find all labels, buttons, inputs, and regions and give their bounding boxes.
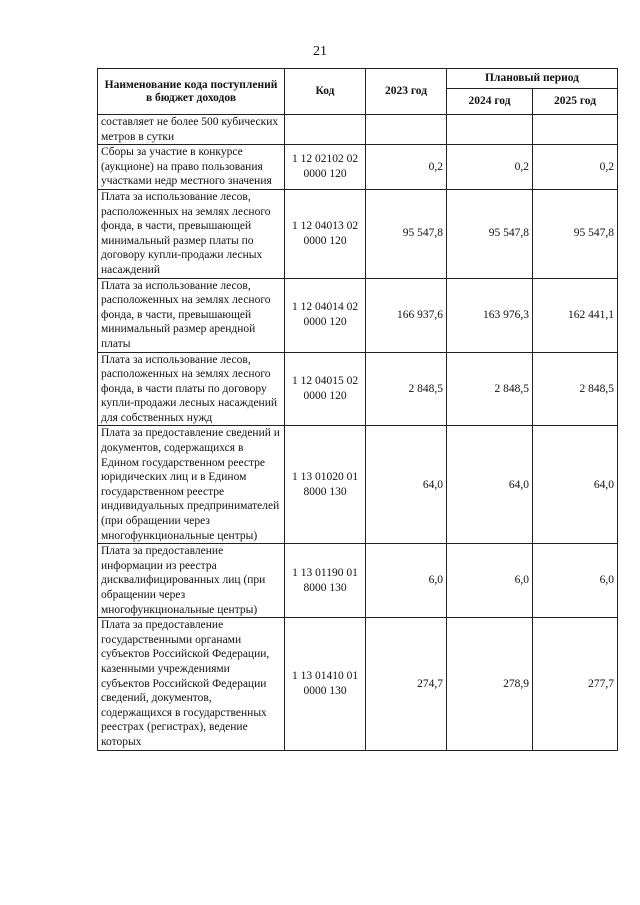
row-name: Плата за использование лесов, расположенных на землях лесного фонда, в части, превышающей минимальный размер платы по договору купли-продажи лесных насаждений <box>98 189 285 278</box>
row-2025: 2 848,5 <box>533 352 618 426</box>
row-2024: 163 976,3 <box>447 278 533 352</box>
row-2024: 64,0 <box>447 426 533 544</box>
row-2025 <box>533 115 618 145</box>
row-code: 1 13 01410 01 0000 130 <box>285 618 366 750</box>
header-2025: 2025 год <box>533 89 618 115</box>
table-row <box>98 618 618 750</box>
row-code: 1 12 02102 02 0000 120 <box>285 145 366 190</box>
row-code <box>285 115 366 145</box>
row-2025: 95 547,8 <box>533 189 618 278</box>
table-row <box>98 278 618 352</box>
row-2023: 95 547,8 <box>366 189 447 278</box>
row-2023: 166 937,6 <box>366 278 447 352</box>
row-code: 1 13 01190 01 8000 130 <box>285 544 366 618</box>
row-2025: 6,0 <box>533 544 618 618</box>
header-2023: 2023 год <box>366 69 447 115</box>
row-2025: 277,7 <box>533 618 618 750</box>
row-2023 <box>366 115 447 145</box>
row-name: Плата за использование лесов, расположенных на землях лесного фонда, в части платы по договору купли-продажи лесных насаждений для собственных нужд <box>98 352 285 426</box>
row-2025: 0,2 <box>533 145 618 190</box>
revenue-table <box>97 68 618 751</box>
row-2023: 0,2 <box>366 145 447 190</box>
row-name: Плата за предоставление сведений и документов, содержащихся в Едином государственном реестре юридических лиц и в Едином государственном реестре индивидуальных предпринимателей (при обращении через многофункциональные центры) <box>98 426 285 544</box>
page-number: 21 <box>313 44 327 59</box>
row-2024: 278,9 <box>447 618 533 750</box>
table-row <box>98 426 618 544</box>
row-2023: 6,0 <box>366 544 447 618</box>
row-2024: 0,2 <box>447 145 533 190</box>
table-row <box>98 544 618 618</box>
row-2023: 274,7 <box>366 618 447 750</box>
row-2024: 95 547,8 <box>447 189 533 278</box>
row-2025: 162 441,1 <box>533 278 618 352</box>
row-2023: 2 848,5 <box>366 352 447 426</box>
row-name: Плата за предоставление государственными органами субъектов Российской Федерации, казенными учреждениями субъектов Российской Федерации сведений, документов, содержащихся в государственных реестрах (регистрах), ведение которых <box>98 618 285 750</box>
row-2024 <box>447 115 533 145</box>
row-2024: 6,0 <box>447 544 533 618</box>
row-code: 1 12 04013 02 0000 120 <box>285 189 366 278</box>
header-name: Наименование кода поступлений в бюджет доходов <box>98 69 285 115</box>
header-2024: 2024 год <box>447 89 533 115</box>
row-2025: 64,0 <box>533 426 618 544</box>
row-name: Плата за использование лесов, расположенных на землях лесного фонда, в части, превышающей минимальный размер арендной платы <box>98 278 285 352</box>
table-row <box>98 352 618 426</box>
row-name: Сборы за участие в конкурсе (аукционе) на право пользования участками недр местного значения <box>98 145 285 190</box>
table-row <box>98 189 618 278</box>
header-planned-period: Плановый период <box>447 69 618 89</box>
table-row <box>98 115 618 145</box>
row-2024: 2 848,5 <box>447 352 533 426</box>
row-name: Плата за предоставление информации из реестра дисквалифицированных лиц (при обращении через многофункциональные центры) <box>98 544 285 618</box>
table-row <box>98 145 618 190</box>
row-code: 1 13 01020 01 8000 130 <box>285 426 366 544</box>
header-code: Код <box>285 69 366 115</box>
row-2023: 64,0 <box>366 426 447 544</box>
row-name: составляет не более 500 кубических метров в сутки <box>98 115 285 145</box>
row-code: 1 12 04014 02 0000 120 <box>285 278 366 352</box>
row-code: 1 12 04015 02 0000 120 <box>285 352 366 426</box>
